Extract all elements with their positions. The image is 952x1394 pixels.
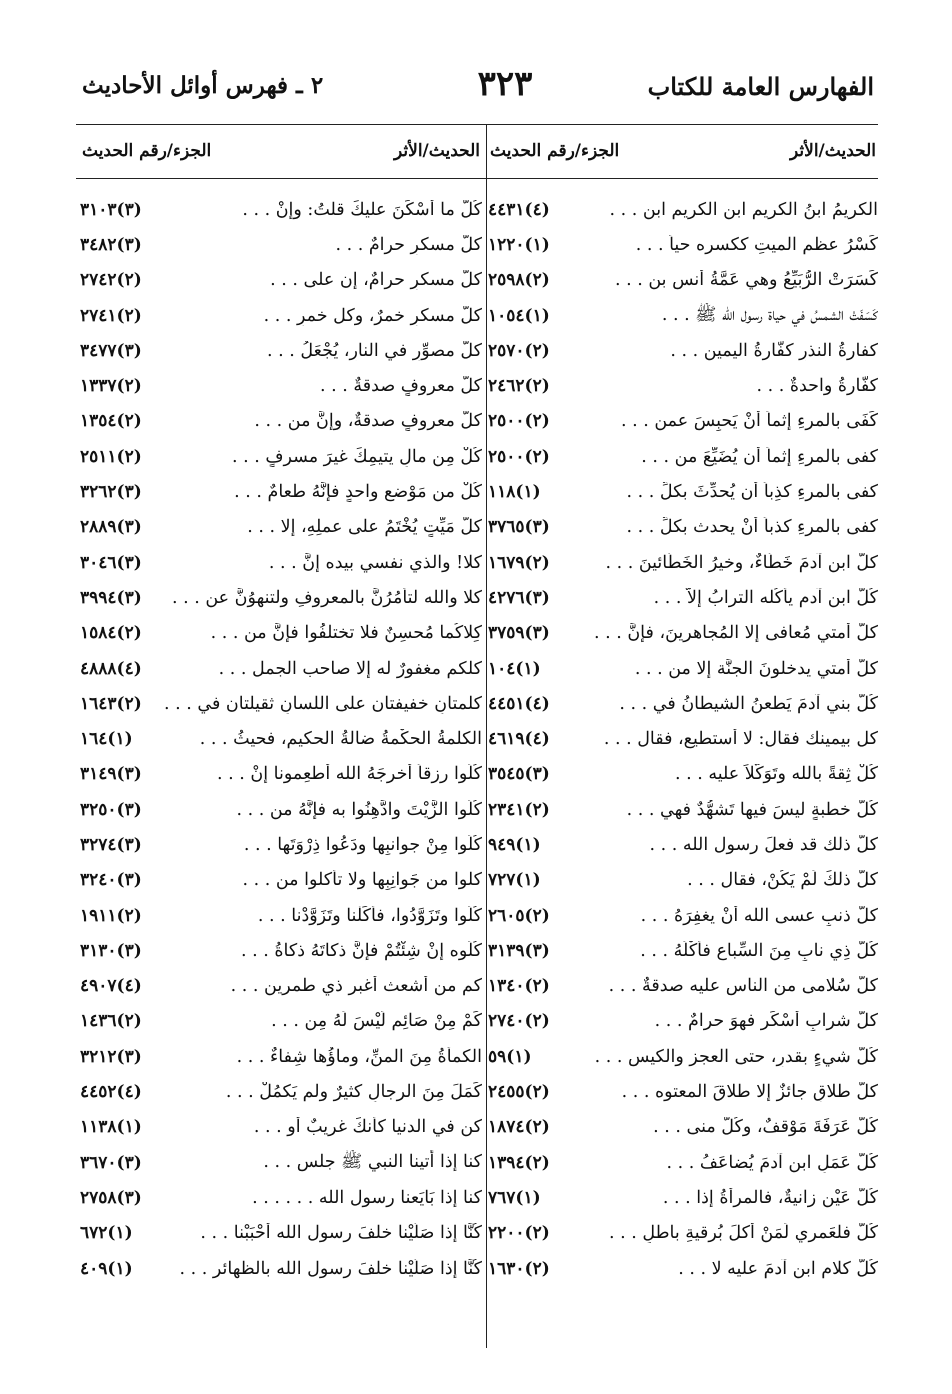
hadith-opening: كلُّ ذلكَ لَمْ يَكُنْ، فقال . . . (687, 870, 878, 891)
hadith-opening: كُلُّ خطبةٍ ليسَ فيها تَشهُّدٌ فهي . . . (626, 799, 878, 820)
volume-hadith-ref: (٢)١٤٣٦ (80, 1011, 142, 1032)
hadith-opening: كُلُّ كلامِ ابنِ آدمَ عليه لا . . . (678, 1258, 878, 1279)
column-header-left (80, 124, 482, 178)
volume-hadith-ref: (٢)٢٧٤٢ (80, 270, 142, 291)
hadith-opening: كفى بالمرءِ كذِباً أن يُحدِّثَ بكلِّ . . . (626, 482, 878, 503)
hadith-opening: كفى بالمرءِ إثماً أن يُضَيِّعَ من . . . (641, 446, 878, 467)
volume-hadith-ref: (٢)٢٥٩٨ (488, 270, 550, 291)
hadith-opening: كُلُوا وتَزَوَّدُوا، فأكَلْنا وتَزَوَّدْنا . . . (257, 905, 482, 926)
hadith-opening: كُلُّ عَيْنٍ زانيةٌ، فالمرأةُ إذا . . . (662, 1187, 878, 1208)
index-entry (488, 721, 878, 756)
hadith-opening: كَسَرَتْ الرُّبَيِّعُ وهي عَمَّةُ أنس بن . . . (614, 270, 878, 291)
hadith-opening: كُنَّا إذا صَلَّيْنا خلفَ رسول الله أَحْبَبْنا . . . (200, 1223, 482, 1244)
index-entry (488, 474, 878, 509)
volume-hadith-ref: (٤)٤٦١٩ (488, 729, 550, 750)
volume-hadith-ref: (٤)٤٤٥١ (488, 693, 550, 714)
index-entry (80, 333, 482, 368)
volume-hadith-ref: (١)٧٢٧ (488, 870, 541, 891)
index-entry (488, 1004, 878, 1039)
index-entry (80, 863, 482, 898)
hadith-opening: كلا والله لتأمُرُنَّ بالمعروفِ ولتنهوُنَّ عن . . . (171, 587, 482, 608)
volume-hadith-ref: (٢)٢٦٠٥ (488, 905, 550, 926)
column-head-hadith: الحديث/الأثر (790, 141, 876, 161)
hadith-opening: كلُّ طلاقٍ جائزٌ إلا طلاقَ المعتوه . . . (621, 1082, 878, 1103)
index-entry (488, 298, 878, 333)
section-title: ٢ ـ فهرس أوائل الأحاديث (82, 72, 324, 99)
index-entry (80, 827, 482, 862)
volume-hadith-ref: (٢)١٣٣٧ (80, 376, 142, 397)
volume-hadith-ref: (٤)٤٤٣١ (488, 199, 550, 220)
volume-hadith-ref: (٢)١٣٥٤ (80, 411, 142, 432)
volume-hadith-ref: (٣)٣٦٧٠ (80, 1152, 142, 1173)
hadith-opening: كلمتانِ خفيفتان على اللسانِ ثقيلتان في . . . (164, 693, 482, 714)
index-entry (80, 1039, 482, 1074)
column-head-ref: الجزء/رقم الحديث (82, 141, 212, 161)
index-entry (80, 757, 482, 792)
index-entry (488, 827, 878, 862)
hadith-opening: كلُّ مَيِّتٍ يُخْتَمُ على عملِهِ، إلا . . . (247, 517, 482, 538)
hadith-opening: كِلاكُما مُحسِنٌ فلا تختلفُوا فإنَّ من . . . (210, 623, 482, 644)
volume-hadith-ref: (٢)٢٤٥٥ (488, 1082, 550, 1103)
index-entry (80, 545, 482, 580)
hadith-opening: كن في الدنيا كأنكَ غريبٌ أو . . . (253, 1117, 482, 1138)
hadith-opening: كُنَّا إذا صَلَّيْنا خلفَ رسول الله بالظهائر . . . (179, 1258, 482, 1279)
volume-hadith-ref: (١)٩٤٩ (488, 834, 541, 855)
volume-hadith-ref: (٢)٢٣٤١ (488, 799, 550, 820)
index-entry (488, 545, 878, 580)
index-entry (488, 404, 878, 439)
index-entry (488, 192, 878, 227)
hadith-opening: كلُّ ذلك قد فعلَ رسول الله . . . (649, 834, 878, 855)
hadith-opening: كم من أشعث أغبر ذي طمرين . . . (230, 976, 482, 997)
index-entry (80, 1110, 482, 1145)
index-entry (488, 792, 878, 827)
hadith-opening: كُلُوا الزَّيْتَ وادَّهِنُوا به فإنَّهُ من . . . (236, 799, 482, 820)
hadith-opening: الكلمةُ الحكْمةُ ضالةُ الحكيم، فحيثُ . . . (199, 729, 482, 750)
volume-hadith-ref: (١)١٠٤ (488, 658, 541, 679)
page-number: ٣٢٣ (477, 64, 533, 104)
hadith-opening: كُلُّ بني آدمَ يَطعنُ الشيطانُ في . . . (619, 693, 878, 714)
column-header-right (488, 124, 878, 178)
index-entry (80, 439, 482, 474)
volume-hadith-ref: (٢)٢٧٤٠ (488, 1011, 550, 1032)
volume-hadith-ref: (٢)٢٧٤١ (80, 305, 142, 326)
volume-hadith-ref: (١)١٢٢٠ (488, 234, 550, 255)
hadith-opening: كنا إذا بَايَعنا رسول الله . . . . . . (252, 1187, 482, 1208)
index-entry (488, 510, 878, 545)
volume-hadith-ref: (١)١٠٥٤ (488, 305, 550, 326)
volume-hadith-ref: (١)٥٩ (488, 1046, 532, 1067)
volume-hadith-ref: (٣)٣١٣٠ (80, 940, 142, 961)
volume-hadith-ref: (٣)٣٢٧٤ (80, 834, 142, 855)
index-entry (80, 686, 482, 721)
hadith-opening: كلُّ سُلامى من الناسِ عليه صدقةٌ . . . (608, 976, 878, 997)
volume-hadith-ref: (٢)١٦٣٠ (488, 1258, 550, 1279)
hadith-opening: كل بيمينك فقال: لا أستطيع، فقال . . . (603, 729, 878, 750)
volume-hadith-ref: (٣)٣٢٤٠ (80, 870, 142, 891)
index-entry (488, 368, 878, 403)
index-rows-left (80, 192, 482, 1286)
index-entry (488, 757, 878, 792)
index-entry (80, 1074, 482, 1109)
hadith-opening: كلُّ مسكرٍ حرامٌ . . . (335, 234, 482, 255)
hadith-opening: كلكم مغفورٌ له إلا صاحب الجمل . . . (218, 658, 482, 679)
index-entry (80, 404, 482, 439)
volume-hadith-ref: (٣)٣٤٧٧ (80, 340, 142, 361)
volume-hadith-ref: (٣)٣٧٥٩ (488, 623, 550, 644)
index-entry (488, 1074, 878, 1109)
index-entry (488, 1145, 878, 1180)
hadith-opening: كُلُّ فلعَمري لَمَنْ أكلَ بُرقيةِ باطلٍ . . . (608, 1223, 878, 1244)
hadith-opening: كُلُوه إنْ شِئْتُمْ فإنَّ ذكاتَهُ ذكاةُ . . . (241, 940, 482, 961)
volume-hadith-ref: (٤)٤٤٥٢ (80, 1082, 142, 1103)
volume-hadith-ref: (٢)٢٢٠٠ (488, 1223, 550, 1244)
volume-hadith-ref: (٣)٣١٤٩ (80, 764, 142, 785)
index-entry (488, 227, 878, 262)
index-entry (80, 368, 482, 403)
hadith-opening: كلُّ أمتي يدخلونَ الجنَّة إلا من . . . (634, 658, 878, 679)
index-entry (80, 192, 482, 227)
running-title: الفهارس العامة للكتاب (647, 72, 874, 101)
index-entry (488, 333, 878, 368)
volume-hadith-ref: (٣)٣٢٦٢ (80, 482, 142, 503)
volume-hadith-ref: (١)١١٨ (488, 482, 541, 503)
index-entry (80, 651, 482, 686)
volume-hadith-ref: (٢)٢٥١١ (80, 446, 142, 467)
index-entry (488, 1251, 878, 1286)
volume-hadith-ref: (٣)٢٧٥٨ (80, 1187, 142, 1208)
hadith-opening: كَمْ مِنْ صَائِمٍ لَيْسَ لَهُ مِن . . . (271, 1011, 482, 1032)
hadith-opening: كفارةُ النذرِ كفَّارةُ اليمينِ . . . (670, 340, 878, 361)
index-entry (488, 651, 878, 686)
hadith-opening: كُلْ من مَوْضعٍ واحدٍ فإنَّهُ طعامٌ . . . (234, 482, 482, 503)
index-entry (488, 969, 878, 1004)
index-entry (80, 721, 482, 756)
volume-hadith-ref: (٢)١٣٤٠ (488, 976, 550, 997)
hadith-opening: كلُّ أُمتي مُعافى إلا المُجاهرينَ، فإنَّ . . . (593, 623, 878, 644)
index-column-right (488, 124, 878, 1286)
volume-hadith-ref: (٢)١٥٨٤ (80, 623, 142, 644)
index-entry (80, 1145, 482, 1180)
hadith-opening: كُلْ ثِقةً بالله وتَوَكُّلاً عليه . . . (674, 764, 878, 785)
hadith-opening: كُلُوا مِنْ جوانبِها ودَعُوا ذِرْوَتَها . . . (243, 834, 482, 855)
volume-hadith-ref: (٣)٤٢٧٦ (488, 587, 550, 608)
volume-hadith-ref: (٤)٤٩٠٧ (80, 976, 142, 997)
volume-hadith-ref: (١)١٦٤ (80, 729, 133, 750)
hadith-opening: كُلُّ ابن آدم يأكُله الترابُ إلاَّ . . . (653, 587, 878, 608)
index-entry (80, 510, 482, 545)
index-entry (80, 933, 482, 968)
hadith-opening: كُلُّ ذِي نابٍ مِنَ السِّباعِ فأكْلُهُ . . . (640, 940, 878, 961)
index-entry (80, 616, 482, 651)
hadith-opening: كَفَى بالمرءِ إثماً أنْ يَحبِسَ عمن . . . (620, 411, 878, 432)
index-entry (488, 686, 878, 721)
volume-hadith-ref: (٢)١٩١١ (80, 905, 142, 926)
index-column-left (80, 124, 482, 1286)
index-entry (80, 263, 482, 298)
column-divider (486, 124, 487, 1348)
index-entry (488, 933, 878, 968)
index-entry (80, 474, 482, 509)
volume-hadith-ref: (٣)٣٧٦٥ (488, 517, 550, 538)
index-entry (488, 863, 878, 898)
volume-hadith-ref: (١)٧٦٧ (488, 1187, 541, 1208)
hadith-opening: كلُّ مسكرٍ حرامٌ، إن على . . . (270, 270, 482, 291)
index-entry (488, 439, 878, 474)
hadith-opening: كُلُّ ما أَسْكَنَ عليكَ قلتُ: وإنْ . . . (242, 199, 482, 220)
hadith-opening: كفَّارةُ واحدةٌ . . . (756, 376, 878, 397)
index-entry (80, 1251, 482, 1286)
hadith-opening: كلُّ معروفٍ صدقةٌ، وإنَّ من . . . (254, 411, 482, 432)
index-rows-right (488, 192, 878, 1286)
index-entry (80, 1004, 482, 1039)
index-entry (488, 1180, 878, 1215)
index-entry (488, 616, 878, 651)
hadith-opening: كنا إذا أتينا النبي ﷺ جلس . . . (263, 1151, 482, 1172)
index-entry (80, 898, 482, 933)
volume-hadith-ref: (٢)٢٤٦٢ (488, 376, 550, 397)
hadith-opening: كلُّ مسكرٍ خمرٌ، وكل خمرٍ . . . (263, 305, 482, 326)
index-entry (80, 298, 482, 333)
index-entry (80, 580, 482, 615)
volume-hadith-ref: (٢)١٣٩٤ (488, 1152, 550, 1173)
volume-hadith-ref: (٣)٣٤٨٢ (80, 234, 142, 255)
volume-hadith-ref: (٣)٣١٣٩ (488, 940, 550, 961)
volume-hadith-ref: (٢)١٦٤٣ (80, 693, 142, 714)
volume-hadith-ref: (١)٤٠٩ (80, 1258, 133, 1279)
column-head-ref: الجزء/رقم الحديث (490, 141, 620, 161)
volume-hadith-ref: (١)١١٣٨ (80, 1117, 142, 1138)
index-entry (488, 1110, 878, 1145)
index-entry (488, 898, 878, 933)
volume-hadith-ref: (٢)١٦٧٩ (488, 552, 550, 573)
hadith-opening: كلُّ معروفٍ صدقةٌ . . . (320, 376, 482, 397)
volume-hadith-ref: (٢)٢٥٠٠ (488, 446, 550, 467)
volume-hadith-ref: (٤)٤٨٨٨ (80, 658, 142, 679)
index-entry (488, 263, 878, 298)
hadith-opening: كلُّ شرابٍ أسْكَر فهوَ حرامٌ . . . (654, 1011, 878, 1032)
volume-hadith-ref: (٣)٣٢١٢ (80, 1046, 142, 1067)
volume-hadith-ref: (٢)٢٥٧٠ (488, 340, 550, 361)
volume-hadith-ref: (٣)٢٨٨٩ (80, 517, 142, 538)
volume-hadith-ref: (٣)٣١٠٣ (80, 199, 142, 220)
index-entry (80, 227, 482, 262)
volume-hadith-ref: (٣)٣٠٤٦ (80, 552, 142, 573)
volume-hadith-ref: (٣)٣٥٤٥ (488, 764, 550, 785)
hadith-opening: كَسَفَتْ الشمسُ في حياة رسول الله ﷺ . . . (661, 304, 878, 325)
index-entry (80, 1180, 482, 1215)
hadith-opening: كُلُّ شيءٍ بقدرٍ، حتى العجزِ والكيس . . . (594, 1046, 878, 1067)
hadith-opening: كَمَلَ مِنَ الرجالِ كثيرٌ ولم يَكمُلْ . . . (225, 1082, 482, 1103)
volume-hadith-ref: (٢)١٨٧٤ (488, 1117, 550, 1138)
index-entry (488, 580, 878, 615)
volume-hadith-ref: (١)٦٧٢ (80, 1223, 133, 1244)
volume-hadith-ref: (٣)٣٩٩٤ (80, 587, 142, 608)
hadith-opening: كلُّ ذنبٍ عسى الله أنْ يغفِرَهُ . . . (640, 905, 878, 926)
hadith-opening: كلا! والذي نفسي بيده إنَّ . . . (268, 552, 482, 573)
hadith-opening: كلُّ مصوِّرٍ في النارِ، يُجْعَلُ . . . (267, 340, 482, 361)
volume-hadith-ref: (٣)٣٢٥٠ (80, 799, 142, 820)
hadith-opening: كَسْرُ عظمِ الميتِ ككسره حياً . . . (635, 234, 878, 255)
hadith-opening: الكريمُ ابنُ الكريمِ ابن الكريم ابن . . . (609, 199, 878, 220)
index-entry (488, 1216, 878, 1251)
index-entry (488, 1039, 878, 1074)
column-head-hadith: الحديث/الأثر (394, 141, 480, 161)
index-entry (80, 792, 482, 827)
hadith-opening: الكمأةُ مِنَ المنِّ، وماؤُها شِفاءٌ . . . (236, 1046, 482, 1067)
hadith-opening: كفى بالمرءِ كذباً أنْ يحدث بكلِّ . . . (626, 517, 878, 538)
hadith-opening: كُلُوا رزقاً أخرجَهُ الله أطعِمونا إنْ . . . (216, 764, 482, 785)
hadith-opening: كُلْ مِن مالِ يتيمِكَ غيرَ مسرِفٍ . . . (231, 446, 482, 467)
hadith-opening: كُلُّ عَمَلِ ابنِ آدمَ يُضاعَفُ . . . (666, 1152, 878, 1173)
hadith-opening: كُلُّ عَرَفَةَ مَوْقفٌ، وكُلُّ منى . . . (653, 1117, 878, 1138)
volume-hadith-ref: (٢)٢٥٠٠ (488, 411, 550, 432)
index-entry (80, 969, 482, 1004)
hadith-opening: كلُّ ابنِ آدمَ خَطَّاءٌ، وخيرُ الخَطَّائينَ . . . (605, 552, 878, 573)
hadith-opening: كلوا من جَوانِبِها ولا تأكلوا من . . . (242, 870, 482, 891)
index-entry (80, 1216, 482, 1251)
